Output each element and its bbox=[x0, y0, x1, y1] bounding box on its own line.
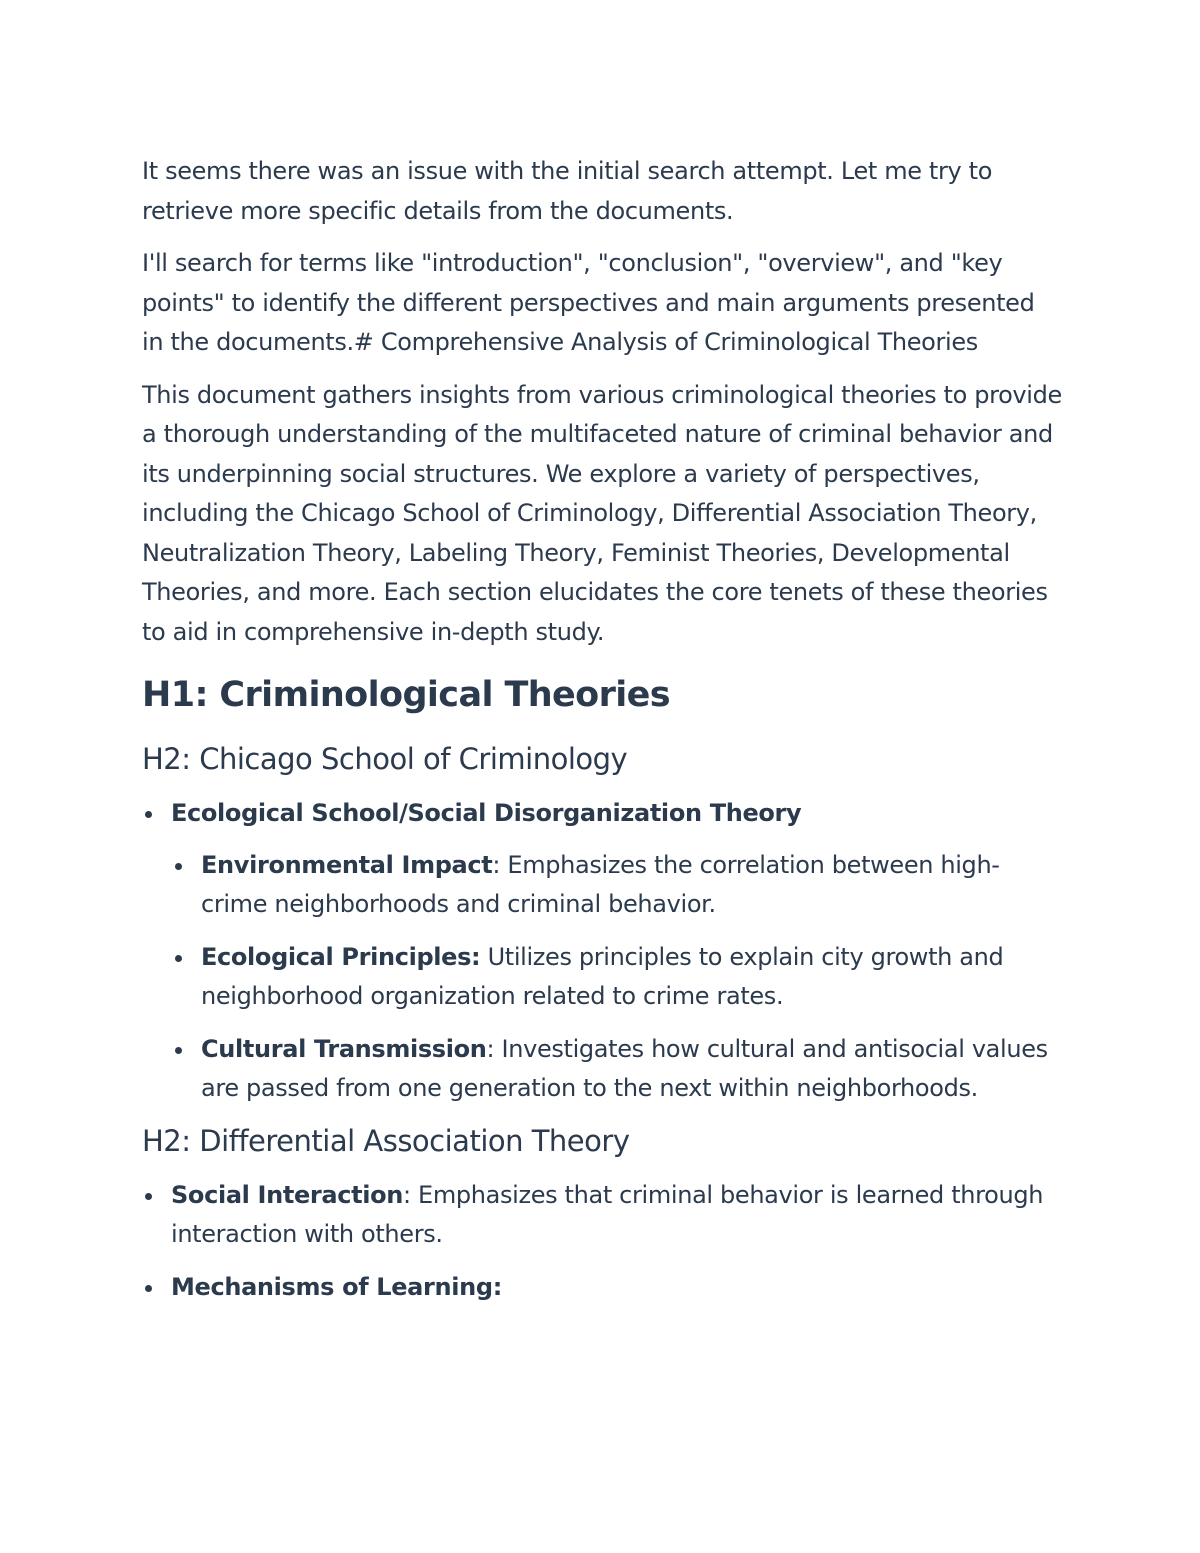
list-item bbox=[171, 1030, 1062, 1109]
list-item-separator: : bbox=[471, 942, 481, 971]
list-item bbox=[142, 1176, 1062, 1255]
list-item-label: Ecological Principles bbox=[201, 942, 472, 971]
list-item bbox=[171, 846, 1062, 925]
list-item-separator: : bbox=[486, 1034, 495, 1063]
list-item-text: Emphasizes the correlation between high-crime neighborhoods and criminal behavior. bbox=[201, 850, 1000, 918]
list-item-separator: : bbox=[403, 1180, 411, 1209]
list-item-title: Ecological School/Social Disorganization Theory bbox=[171, 799, 802, 827]
list-item-separator: : bbox=[492, 1272, 502, 1301]
list-item-label: Mechanisms of Learning bbox=[171, 1272, 493, 1301]
differential-association-list bbox=[142, 1176, 1062, 1308]
list-item bbox=[171, 938, 1062, 1017]
nested-list bbox=[171, 846, 1062, 1109]
list-item bbox=[142, 794, 1062, 1109]
list-item bbox=[142, 1268, 1062, 1308]
list-item-label: Environmental Impact bbox=[201, 850, 493, 879]
list-item-label: Cultural Transmission bbox=[201, 1034, 487, 1063]
intro-paragraph-3: This document gathers insights from various criminological theories to provide a thorough understanding of the multifaceted nature of criminal behavior and its underpinning social structures. We explore a variety of perspectives, including the Chicago School of Criminology, Differential Association Theory, Neutralization Theory, Labeling Theory, Feminist Theories, Developmental Theories, and more. Each section elucidates the core tenets of these theories to aid in comprehensive in-depth study. bbox=[142, 380, 1062, 646]
list-item-text: Utilizes principles to explain city growth and neighborhood organization related to crime rates. bbox=[201, 942, 1004, 1010]
intro-paragraph-1: It seems there was an issue with the initial search attempt. Let me try to retrieve more specific details from the documents. bbox=[142, 157, 993, 225]
differential-association-heading: H2: Differential Association Theory bbox=[142, 1123, 630, 1158]
intro-paragraph-2: I'll search for terms like "introduction", "conclusion", "overview", and "key points" to identify the different perspectives and main arguments presented in the documents.# Comprehensive Analysis of Criminological Theories bbox=[142, 249, 1035, 356]
list-item-text: Emphasizes that criminal behavior is learned through interaction with others. bbox=[171, 1180, 1044, 1248]
list-item-label: Social Interaction bbox=[171, 1180, 404, 1209]
document-page bbox=[142, 152, 1062, 1320]
main-heading: H1: Criminological Theories bbox=[142, 675, 671, 715]
list-item-separator: : bbox=[492, 850, 501, 879]
chicago-school-list bbox=[142, 794, 1062, 1109]
chicago-school-heading: H2: Chicago School of Criminology bbox=[142, 742, 628, 776]
list-item-text: Investigates how cultural and antisocial values are passed from one generation to the next within neighborhoods. bbox=[201, 1034, 1048, 1102]
